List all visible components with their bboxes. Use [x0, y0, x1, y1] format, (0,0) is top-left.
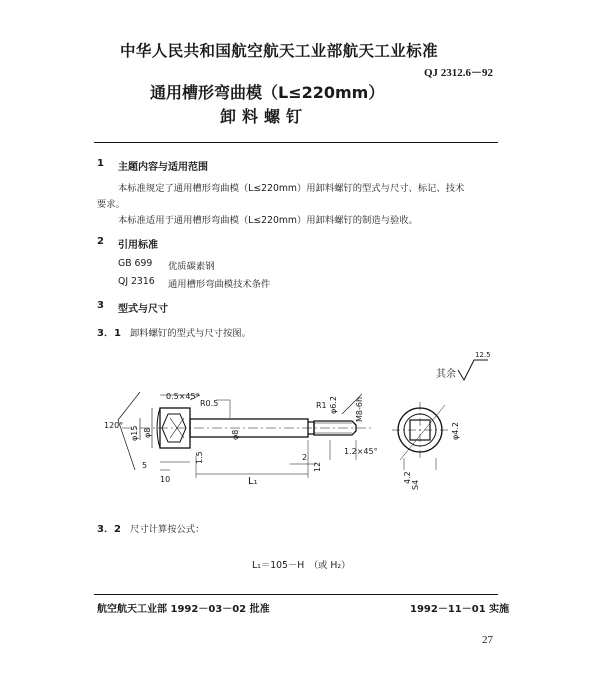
- standard-code: QJ 2312.6－92: [424, 67, 494, 79]
- dim-dia-8: φ8: [143, 427, 152, 438]
- section-3-1-text: 卸料螺钉的型式与尺寸按图。: [130, 328, 251, 339]
- footer-divider: [94, 594, 498, 595]
- ref-code-2: QJ 2316: [118, 276, 155, 287]
- section-3-1-number: 3．1: [97, 328, 121, 339]
- dim-r1: R1: [316, 401, 327, 410]
- ref-name-2: 通用槽形弯曲模技术条件: [168, 279, 271, 290]
- dim-dia-8-shank: φ8: [231, 429, 240, 440]
- section-1-number: 1: [97, 158, 104, 169]
- dim-chamfer-top: 0.5×45°: [166, 392, 200, 401]
- section-2-number: 2: [97, 236, 104, 247]
- dim-dia-6-2: φ6.2: [329, 396, 338, 414]
- dim-dia-4-2: φ4.2: [451, 422, 460, 440]
- dim-4-2b: 4.2: [403, 471, 412, 484]
- page-number: 27: [482, 634, 493, 646]
- dim-l1: L₁: [248, 476, 258, 487]
- section-1-para2: 本标准适用于通用槽形弯曲模（L≤220mm）用卸料螺钉的制造与验收。: [118, 215, 418, 226]
- doc-title-line1: 通用槽形弯曲模（L≤220mm）: [150, 83, 385, 102]
- dim-10: 10: [160, 475, 171, 484]
- section-2-title: 引用标准: [118, 240, 158, 251]
- dim-5: 5: [142, 461, 148, 470]
- ref-name-1: 优质碳素钢: [168, 261, 215, 272]
- formula: L₁＝105－H （或 H₂）: [252, 560, 351, 571]
- ref-code-1: GB 699: [118, 258, 153, 269]
- doc-title-line2: 卸料螺钉: [220, 107, 309, 126]
- dim-r-small: R0.5: [200, 399, 219, 408]
- approval-date: 航空航天工业部 1992－03－02 批准: [97, 604, 270, 615]
- roughness-label: 其余: [436, 369, 456, 380]
- dim-1-5: 1.5: [195, 451, 204, 464]
- dim-dia-15: φ15: [130, 425, 139, 441]
- section-1-para1-line2: 要求。: [97, 199, 125, 210]
- dim-chamfer-end: 1.2×45°: [344, 447, 378, 456]
- org-title: 中华人民共和国航空航天工业部航天工业标准: [120, 42, 439, 60]
- section-3-2-number: 3．2: [97, 524, 121, 535]
- dim-angle: 120°: [104, 421, 124, 430]
- dim-thread: M8-6h: [355, 396, 364, 422]
- roughness-value: 12.5: [475, 351, 491, 359]
- section-3-2-text: 尺寸计算按公式：: [130, 524, 205, 535]
- roughness-symbol: [458, 360, 488, 380]
- effective-date: 1992－11－01 实施: [410, 604, 510, 615]
- dim-hex-s: S4: [411, 479, 420, 490]
- section-1-para1-line1: 本标准规定了通用槽形弯曲模（L≤220mm）用卸料螺钉的型式与尺寸、标记、技术: [118, 183, 465, 194]
- dim-2: 2: [302, 453, 308, 462]
- section-3-number: 3: [97, 300, 104, 311]
- section-1-title: 主题内容与适用范围: [118, 162, 208, 173]
- dim-12: 12: [313, 461, 322, 472]
- section-3-title: 型式与尺寸: [118, 304, 168, 315]
